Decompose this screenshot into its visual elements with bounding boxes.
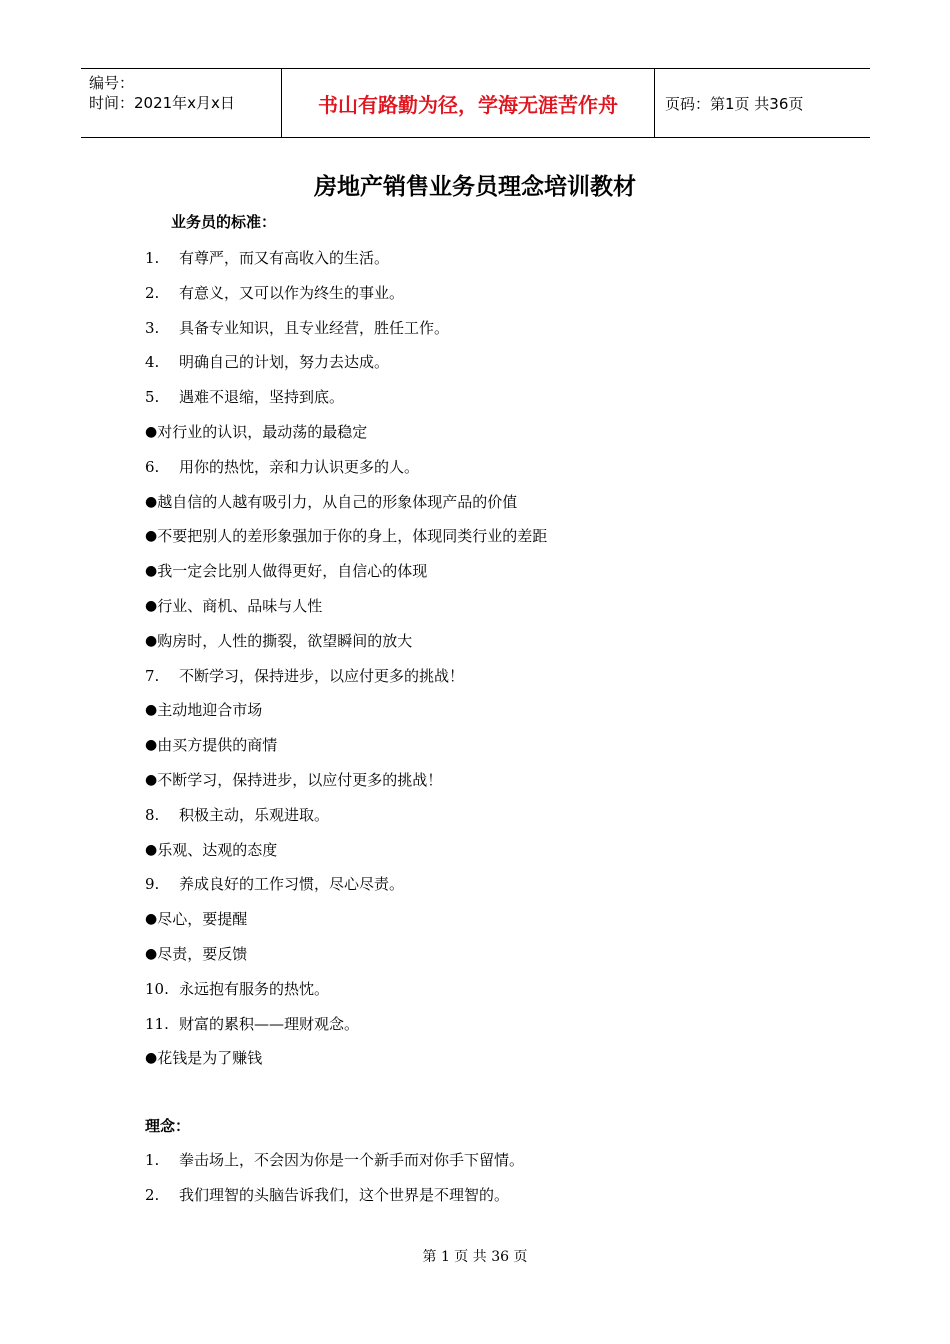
item-text: 有尊严，而又有高收入的生活。 xyxy=(179,249,390,267)
document-header xyxy=(81,68,870,138)
bullet-icon: ● xyxy=(145,841,158,858)
item-text: 有意义，又可以作为终生的事业。 xyxy=(179,283,405,302)
list-item xyxy=(145,1041,865,1076)
concept-list xyxy=(145,1143,865,1213)
item-text: 不断学习，保持进步，以应付更多的挑战！ xyxy=(157,770,443,789)
item-number: 2. xyxy=(145,1185,160,1204)
item-text: 用你的热忱，亲和力认识更多的人。 xyxy=(179,457,420,476)
item-text: 乐观、达观的态度 xyxy=(157,840,278,859)
item-text: 积极主动，乐观进取。 xyxy=(179,805,330,824)
item-number: 1. xyxy=(145,1151,160,1169)
item-number: 1. xyxy=(145,249,160,267)
item-number: 11. xyxy=(145,1014,169,1033)
bullet-icon: ● xyxy=(145,493,158,510)
list-item xyxy=(145,311,865,346)
number-label: 编号： xyxy=(89,74,135,92)
list-item xyxy=(145,450,865,485)
item-text: 不要把别人的差形象强加于你的身上，体现同类行业的差距 xyxy=(157,527,548,546)
item-number: 7. xyxy=(145,666,160,685)
list-item xyxy=(145,693,865,728)
item-text: 财富的累积——理财观念。 xyxy=(179,1014,360,1033)
item-text: 购房时，人性的撕裂，欲望瞬间的放大 xyxy=(157,631,413,650)
item-number: 6. xyxy=(145,457,160,476)
item-text: 对行业的认识，最动荡的最稳定 xyxy=(157,422,368,441)
bullet-icon: ● xyxy=(145,1050,158,1067)
item-number: 9. xyxy=(145,875,160,894)
item-number: 4. xyxy=(145,353,160,372)
list-item xyxy=(145,833,865,868)
bullet-icon: ● xyxy=(145,702,158,719)
header-motto: 书山有路勤为径，学海无涯苦作舟 xyxy=(282,69,655,137)
bullet-icon: ● xyxy=(145,945,158,962)
list-item xyxy=(145,345,865,380)
page-footer: 第 1 页 共 36 页 xyxy=(422,1249,528,1265)
bullet-icon: ● xyxy=(145,528,158,545)
item-text: 永远抱有服务的热忱。 xyxy=(179,979,330,998)
item-text: 尽责，要反馈 xyxy=(157,944,248,963)
list-item xyxy=(145,589,865,624)
list-item xyxy=(145,763,865,798)
bullet-icon: ● xyxy=(145,563,158,580)
item-text: 主动地迎合市场 xyxy=(157,701,263,720)
item-number: 5. xyxy=(145,388,160,407)
item-number: 3. xyxy=(145,318,160,337)
list-item xyxy=(145,276,865,311)
time-label: 时间：2021年x月x日 xyxy=(89,94,235,112)
item-text: 具备专业知识，且专业经营，胜任工作。 xyxy=(179,318,450,337)
bullet-icon: ● xyxy=(145,911,158,928)
list-item xyxy=(145,728,865,763)
item-text: 我们理智的头脑告诉我们，这个世界是不理智的。 xyxy=(179,1185,510,1204)
header-page-info: 页码：第1页 共36页 xyxy=(665,94,804,113)
bullet-icon: ● xyxy=(145,771,158,788)
item-text: 越自信的人越有吸引力，从自己的形象体现产品的价值 xyxy=(157,492,518,511)
list-item xyxy=(145,624,865,659)
item-text: 尽心，要提醒 xyxy=(157,910,248,929)
list-item xyxy=(145,798,865,833)
item-text: 明确自己的计划，努力去达成。 xyxy=(179,353,390,372)
item-number: 2. xyxy=(145,283,160,302)
item-text: 拳击场上，不会因为你是一个新手而对你手下留情。 xyxy=(179,1151,525,1169)
list-item xyxy=(145,241,865,276)
item-number: 8. xyxy=(145,805,160,824)
item-text: 由买方提供的商情 xyxy=(157,736,278,755)
list-item xyxy=(145,554,865,589)
header-meta xyxy=(81,69,282,137)
bullet-icon: ● xyxy=(145,423,158,440)
standards-list xyxy=(145,241,865,1076)
item-text: 我一定会比别人做得更好，自信心的体现 xyxy=(157,562,428,581)
list-item xyxy=(145,380,865,415)
item-text: 花钱是为了赚钱 xyxy=(157,1049,263,1068)
bullet-icon: ● xyxy=(145,597,158,614)
bullet-icon: ● xyxy=(145,632,158,649)
list-item xyxy=(145,937,865,972)
list-item xyxy=(145,1007,865,1042)
concept-heading: 理念： xyxy=(145,1117,191,1135)
item-text: 养成良好的工作习惯，尽心尽责。 xyxy=(179,875,405,894)
list-item xyxy=(145,902,865,937)
list-item xyxy=(145,659,865,694)
item-text: 遇难不退缩，坚持到底。 xyxy=(179,388,345,407)
list-item xyxy=(145,1143,865,1178)
document-title: 房地产销售业务员理念培训教材 xyxy=(314,174,636,200)
list-item xyxy=(145,485,865,520)
list-item xyxy=(145,519,865,554)
list-item xyxy=(145,972,865,1007)
item-text: 行业、商机、品味与人性 xyxy=(157,596,323,615)
item-number: 10. xyxy=(145,979,169,998)
list-item xyxy=(145,415,865,450)
list-item xyxy=(145,1178,865,1213)
item-text: 不断学习，保持进步，以应付更多的挑战！ xyxy=(179,666,465,685)
standards-heading: 业务员的标准： xyxy=(171,213,277,231)
list-item xyxy=(145,867,865,902)
bullet-icon: ● xyxy=(145,737,158,754)
